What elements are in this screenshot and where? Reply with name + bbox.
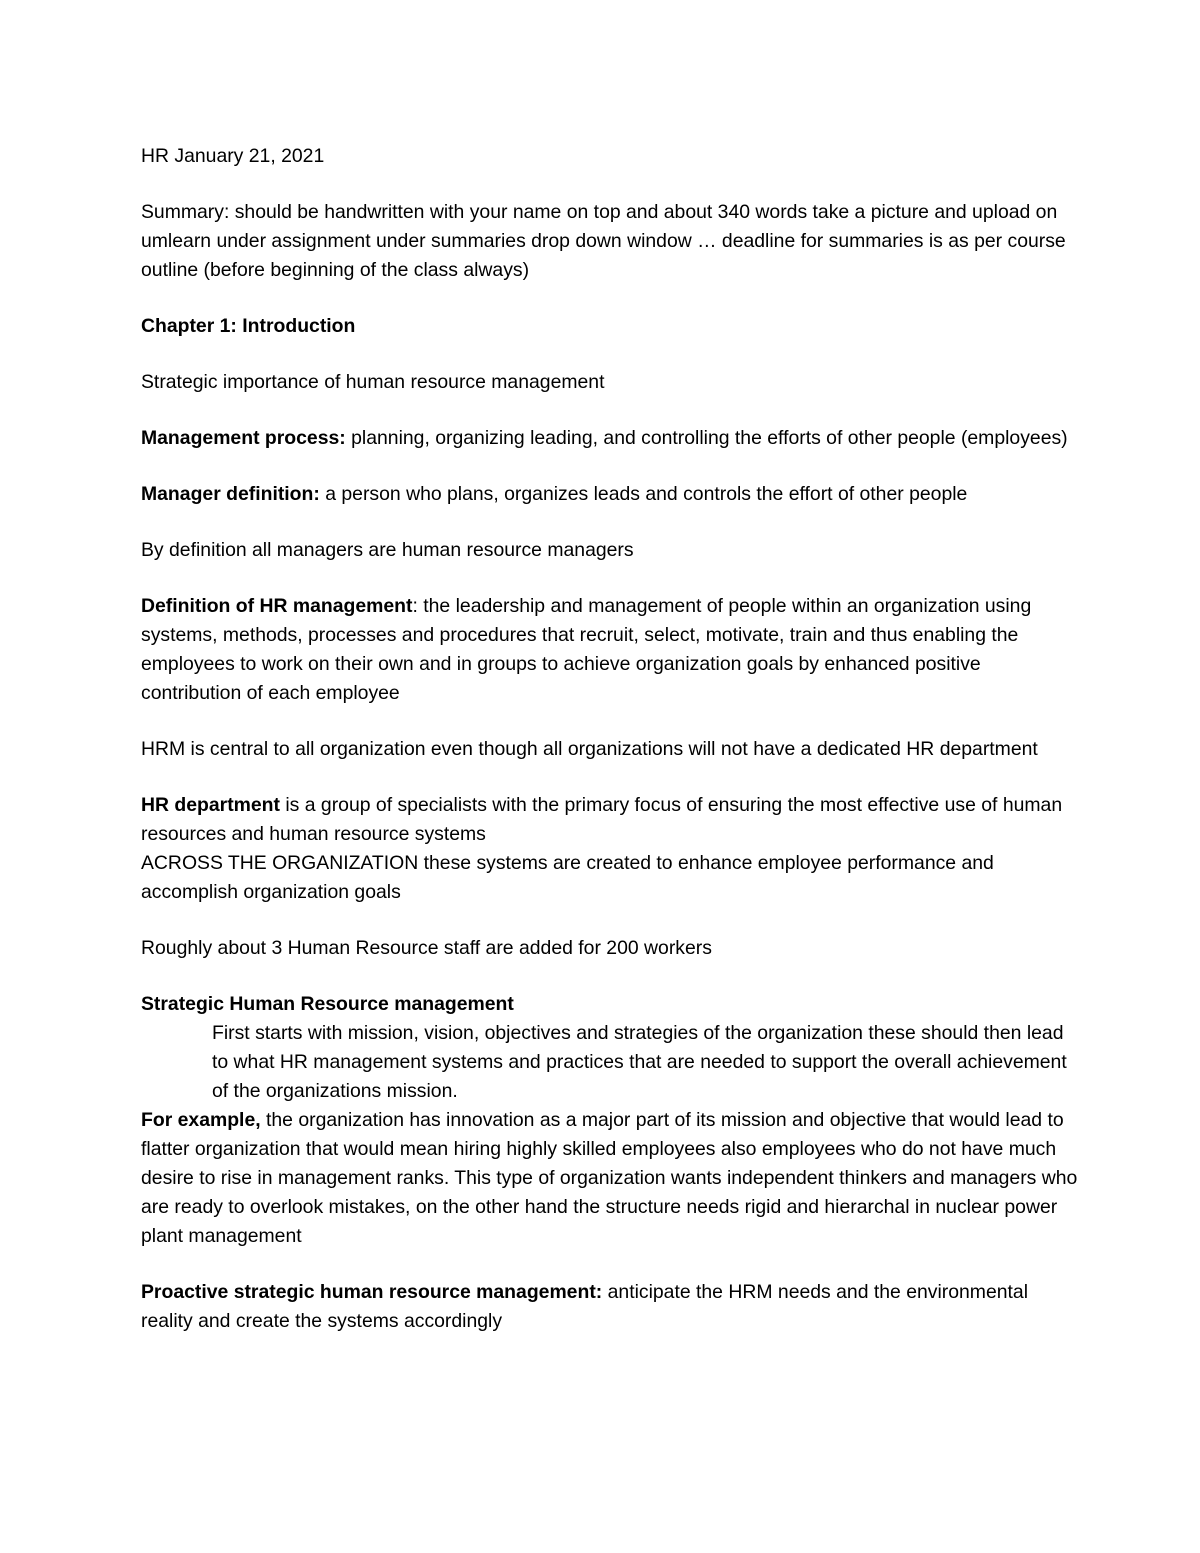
hrm-definition-paragraph bbox=[141, 592, 1080, 708]
all-managers-line: By definition all managers are human resource managers bbox=[141, 539, 634, 561]
management-process-term: Management process: bbox=[141, 427, 346, 449]
proactive-text: anticipate the HRM needs and the environmental reality and create the systems accordingly bbox=[141, 1281, 1029, 1332]
date-line: HR January 21, 2021 bbox=[141, 145, 325, 167]
strategic-hrm-heading-text: Strategic Human Resource management bbox=[141, 993, 514, 1015]
across-organization-paragraph: ACROSS THE ORGANIZATION these systems are created to enhance employee performance and accomplish organization goals bbox=[141, 852, 994, 903]
proactive-paragraph bbox=[141, 1278, 1080, 1336]
management-process-paragraph bbox=[141, 424, 1080, 453]
staff-ratio-line: Roughly about 3 Human Resource staff are added for 200 workers bbox=[141, 937, 712, 959]
example-paragraph bbox=[141, 1106, 1080, 1251]
hr-department-paragraph bbox=[141, 791, 1080, 849]
chapter-title bbox=[141, 312, 1080, 341]
manager-definition-text: a person who plans, organizes leads and controls the effort of other people bbox=[319, 483, 968, 505]
hrm-definition-term: Definition of HR management bbox=[141, 595, 413, 617]
summary-note: Summary: should be handwritten with your name on top and about 340 words take a picture and upload on umlearn under assignment under summaries drop down window … deadline for summaries is as per course outline (before beginning of the class always) bbox=[141, 201, 1066, 281]
manager-definition-term: Manager definition: bbox=[141, 483, 320, 505]
hrm-central-paragraph: HRM is central to all organization even though all organizations will not have a dedicated HR department bbox=[141, 738, 1038, 760]
strategic-hrm-paragraph: First starts with mission, vision, objectives and strategies of the organization these should then lead to what HR management systems and practices that are needed to support the overall achievement of the organizations mission. bbox=[212, 1022, 1067, 1102]
strategic-hrm-heading bbox=[141, 990, 1080, 1019]
management-process-text: planning, organizing leading, and controlling the efforts of other people (employees) bbox=[345, 427, 1068, 449]
example-text: the organization has innovation as a major part of its mission and objective that would lead to flatter organization that would mean hiring highly skilled employees also employees who do not have much desire to rise in management ranks. This type of organization wants independent thinkers and managers who are ready to overlook mistakes, on the other hand the structure needs rigid and hierarchal in nuclear power plant management bbox=[141, 1109, 1078, 1247]
strategic-importance-line: Strategic importance of human resource management bbox=[141, 371, 605, 393]
hr-department-term: HR department bbox=[141, 794, 280, 816]
manager-definition-paragraph bbox=[141, 480, 1080, 509]
example-term: For example, bbox=[141, 1109, 261, 1131]
proactive-term: Proactive strategic human resource management: bbox=[141, 1281, 603, 1303]
chapter-title-text: Chapter 1: Introduction bbox=[141, 315, 356, 337]
hrm-definition-text: : the leadership and management of people within an organization using systems, methods, processes and procedures that recruit, select, motivate, train and thus enabling the employees to work on their own and in groups to achieve organization goals by enhanced positive contribution of each employee bbox=[141, 595, 1032, 704]
hr-department-text: is a group of specialists with the primary focus of ensuring the most effective use of human resources and human resource systems bbox=[141, 794, 1063, 845]
